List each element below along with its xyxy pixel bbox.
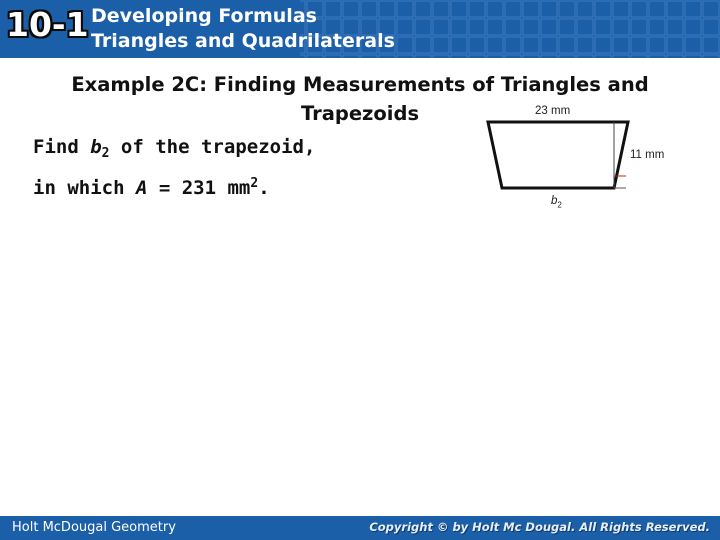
header-banner: [0, 0, 720, 58]
top-base-label: 23 mm: [535, 105, 571, 117]
footer-copyright: Copyright © by Holt Mc Dougal. All Rights Reserved.: [369, 520, 710, 534]
lesson-title-line-1: Developing Formulas: [91, 5, 317, 27]
question-line-1-prefix: Find: [33, 136, 91, 158]
lesson-title-line-2: Triangles and Quadrilaterals: [91, 30, 395, 52]
variable-a: A: [135, 177, 148, 199]
question-text: [33, 132, 315, 203]
question-line-1: [33, 132, 315, 169]
variable-b-subscript: 2: [101, 146, 110, 161]
slide-title-line-2: Trapezoids: [300, 102, 420, 125]
height-label: 11 mm: [630, 149, 665, 161]
area-exponent: 2: [250, 176, 259, 191]
bottom-base-sub: 2: [557, 200, 562, 210]
lesson-number: 10-1: [6, 5, 89, 44]
lesson-title: [91, 4, 395, 54]
question-line-1-suffix: of the trapezoid,: [109, 136, 316, 158]
variable-b: b: [90, 136, 102, 158]
bottom-base-var: b: [551, 195, 558, 207]
trapezoid-shape: [488, 122, 628, 188]
area-value: = 231 mm: [147, 177, 251, 199]
trapezoid-diagram: [480, 100, 710, 215]
question-line-2: [33, 169, 315, 203]
trapezoid-figure: [480, 100, 710, 215]
footer-bar: [0, 516, 720, 540]
question-line-2-prefix: in which: [33, 177, 136, 199]
bottom-base-label: [551, 195, 562, 209]
question-line-2-end: .: [258, 177, 270, 199]
slide-title-line-1: Example 2C: Finding Measurements of Triangles and: [71, 73, 649, 96]
footer-publisher: Holt McDougal Geometry: [12, 520, 176, 535]
